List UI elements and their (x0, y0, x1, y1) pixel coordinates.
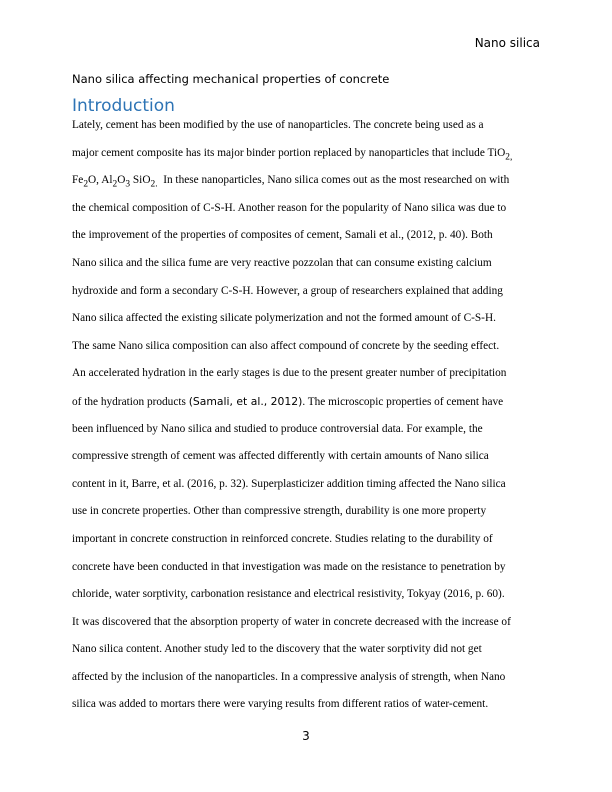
paragraph-line: content in it, Barre, et al. (2016, p. 32). Superplasticizer addition timing affected the Nano silica (72, 477, 506, 490)
paragraph-line: affected by the inclusion of the nanoparticles. In a compressive analysis of strength, when Nano (72, 670, 506, 683)
subscript: 3 (125, 179, 131, 190)
paragraph-line: Nano silica and the silica fume are very reactive pozzolan that can consume existing calcium (72, 256, 492, 269)
citation: (Samali, et al., 2012) (188, 394, 303, 408)
paragraph-line: important in concrete construction in reinforced concrete. Studies relating to the durability of (72, 532, 493, 545)
line-text: . The microscopic properties of cement have (302, 395, 504, 408)
paragraph-line: the improvement of the properties of composites of cement, Samali et al., (2012, p. 40). Both (72, 229, 493, 242)
body-text (72, 116, 542, 723)
line-text: of the hydration products (72, 395, 189, 408)
paragraph-line: chloride, water sorptivity, carbonation resistance and electrical resistivity, Tokyay (2016, p. 60). (72, 588, 505, 601)
line-text: SiO (130, 174, 151, 187)
subscript: 2 (112, 179, 118, 190)
paragraph-line (72, 171, 542, 199)
paragraph-line (72, 144, 542, 172)
line-text: O, Al (88, 174, 113, 187)
subscript: 2. (150, 179, 158, 190)
line-text: In these nanoparticles, Nano silica comes out as the most researched on with (157, 174, 510, 187)
paragraph-line: An accelerated hydration in the early stages is due to the present greater number of precipitation (72, 367, 507, 380)
paragraph-line (72, 392, 542, 420)
paragraph-line: Lately, cement has been modified by the use of nanoparticles. The concrete being used as a (72, 119, 484, 131)
paragraph-line: Nano silica affected the existing silicate polymerization and not the formed amount of C-S-H. (72, 312, 496, 325)
line-text: O (117, 174, 126, 187)
paragraph-line: compressive strength of cement was affected differently with certain amounts of Nano silica (72, 450, 489, 463)
section-heading: Introduction (72, 96, 175, 116)
paragraph-line: been influenced by Nano silica and studied to produce controversial data. For example, the (72, 422, 483, 435)
paragraph-line: It was discovered that the absorption property of water in concrete decreased with the increase of (72, 615, 511, 628)
paragraph-line: Nano silica content. Another study led to the discovery that the water sorptivity did not get (72, 643, 482, 656)
document-title: Nano silica affecting mechanical properties of concrete (72, 72, 390, 86)
line-text: major cement composite has its major binder portion replaced by nanoparticles that include TiO (72, 146, 506, 159)
paragraph-line: silica was added to mortars there were varying results from different ratios of water-cement. (72, 698, 489, 711)
paragraph-line: The same Nano silica composition can also affect compound of concrete by the seeding effect. (72, 339, 500, 352)
paragraph-line: the chemical composition of C-S-H. Another reason for the popularity of Nano silica was due to (72, 201, 507, 214)
running-head: Nano silica (474, 36, 540, 50)
paragraph-line: concrete have been conducted in that investigation was made on the resistance to penetration by (72, 560, 506, 573)
subscript: 2, (505, 151, 513, 162)
paragraph-line: use in concrete properties. Other than compressive strength, durability is one more property (72, 505, 487, 518)
page-number: 3 (302, 729, 310, 743)
line-text: Fe (72, 174, 84, 187)
subscript: 2 (83, 179, 89, 190)
paragraph-line: hydroxide and form a secondary C-S-H. However, a group of researchers explained that adding (72, 284, 503, 297)
